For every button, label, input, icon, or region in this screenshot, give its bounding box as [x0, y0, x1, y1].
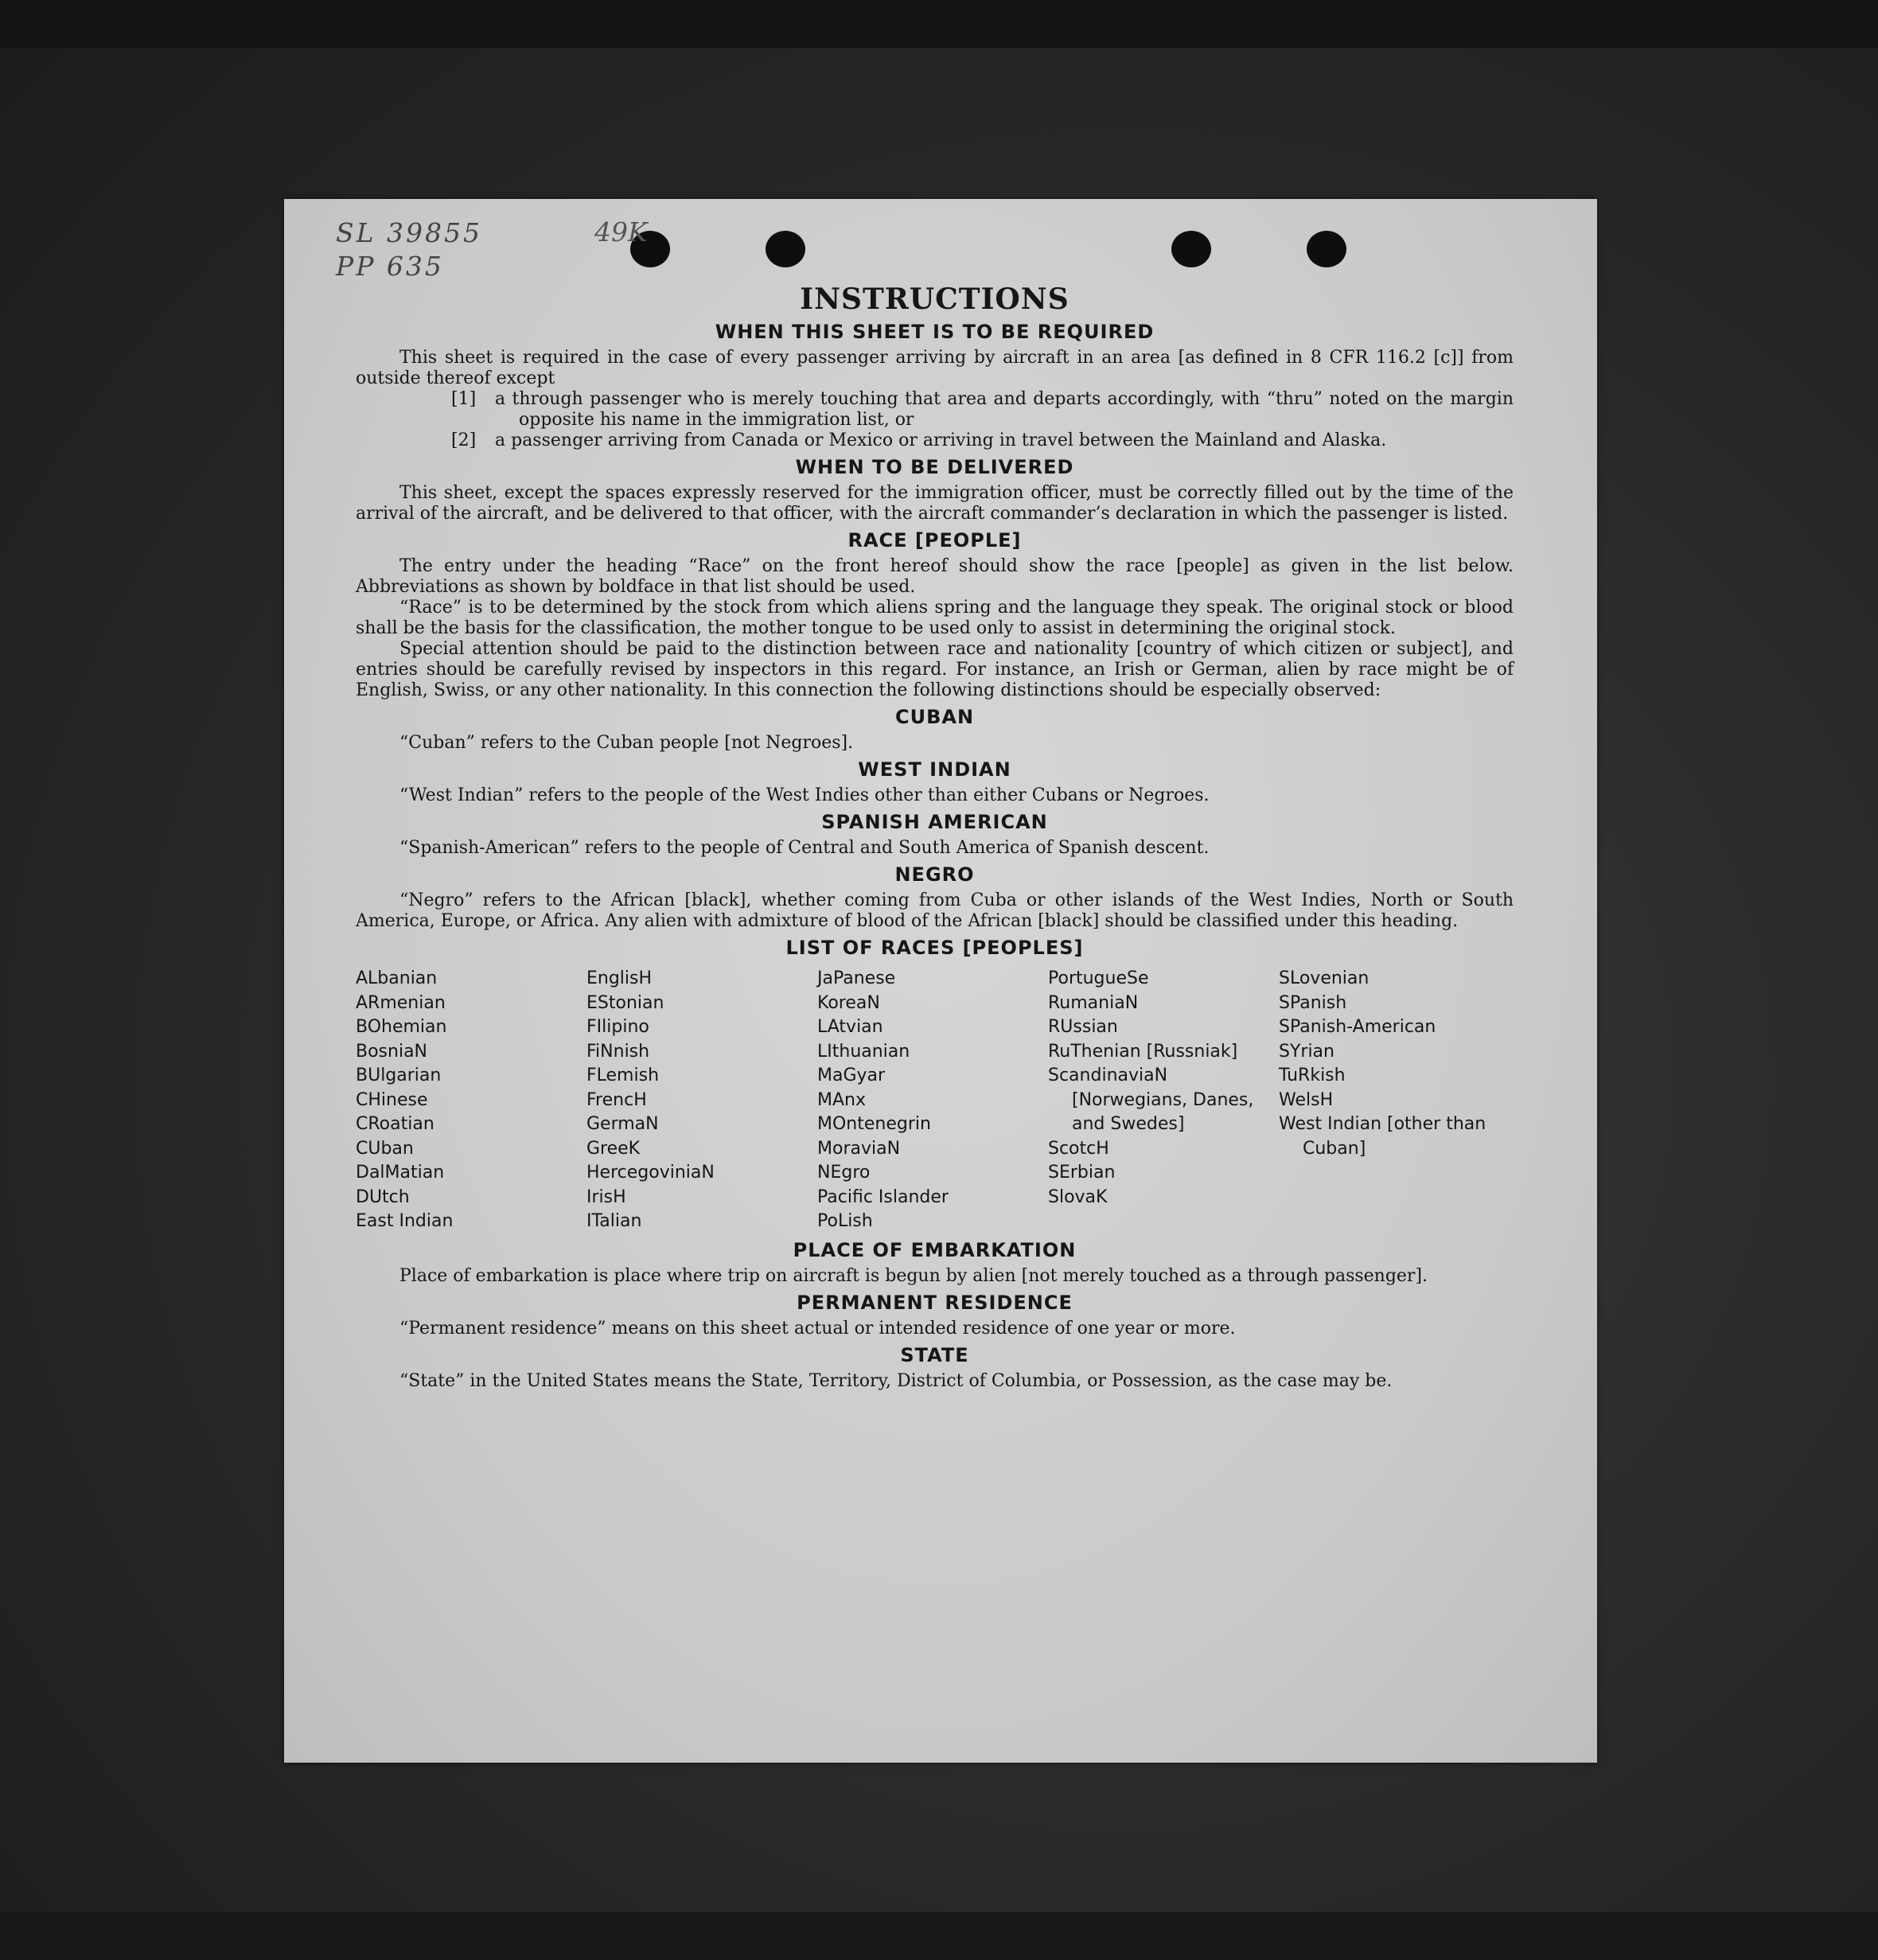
- race-list-item: WelsH: [1279, 1089, 1334, 1110]
- state-text: “State” in the United States means the State, Territory, District of Columbia, or Possession, as the case may be.: [399, 1370, 1393, 1391]
- section-heading-when-required: WHEN THIS SHEET IS TO BE REQUIRED: [715, 321, 1155, 343]
- race-list-item: MAnx: [817, 1089, 866, 1110]
- section-heading-west-indian: WEST INDIAN: [858, 758, 1011, 781]
- exception-number: [1]: [451, 389, 477, 409]
- race-list-item: West Indian [other than Cuban]: [1279, 1114, 1486, 1159]
- race-list-item: RUssian: [1048, 1017, 1118, 1037]
- race-list-item: BOhemian: [356, 1017, 447, 1037]
- section-heading-spanish-american: SPANISH AMERICAN: [821, 811, 1048, 833]
- exception-number: [2]: [451, 431, 477, 450]
- race-list-item: LAtvian: [817, 1017, 883, 1037]
- race-list-item: EStonian: [586, 992, 664, 1013]
- handwritten-line-2: PP 635: [336, 251, 444, 282]
- exception-item: [356, 431, 1514, 451]
- race-list-item: KoreaN: [817, 992, 880, 1013]
- race-list-item: LIthuanian: [817, 1041, 910, 1062]
- race-list-item: SLovenian: [1279, 968, 1370, 988]
- race-list-item: SPanish: [1279, 992, 1347, 1013]
- section-heading-race: RACE [PEOPLE]: [847, 529, 1022, 551]
- race-list-item: MaGyar: [817, 1066, 886, 1085]
- race-paragraph-3: Special attention should be paid to the distinction between race and nationality [country of which citizen or subject], and entries should be carefully revised by inspectors in this regard. For instance, an Irish or German, alien by race might be of English, Swiss, or any other nationality. In this connection the following distinctions should be especially observed:: [356, 639, 1514, 700]
- race-list-item: EnglisH: [586, 968, 653, 988]
- race-list-column: [817, 967, 1048, 1234]
- scan-border-top: [0, 0, 1878, 48]
- handwritten-note: 49K: [594, 216, 648, 247]
- cuban-text: “Cuban” refers to the Cuban people [not Negroes].: [399, 733, 854, 753]
- punch-hole: [1307, 231, 1346, 267]
- race-list-item: CUban: [356, 1138, 414, 1159]
- race-paragraph-2: “Race” is to be determined by the stock from which aliens spring and the language they speak. The original stock or blood shall be the basis for the classification, the mother tongue to be used only to assist in determining the original stock.: [356, 598, 1514, 638]
- race-list-item: ScotcH: [1048, 1138, 1109, 1159]
- race-list-item: BUlgarian: [356, 1066, 442, 1085]
- race-list-item: PortugueSe: [1048, 968, 1149, 988]
- race-paragraph-1: The entry under the heading “Race” on the front hereof should show the race [people] as given in the list below. Abbreviations as shown by boldface in that list should be used.: [356, 556, 1514, 597]
- race-list-item: NEgro: [817, 1163, 871, 1183]
- race-list-item: ScandinaviaN [Norwegians, Danes, and Swedes]: [1048, 1066, 1254, 1134]
- race-list-item: GermaN: [586, 1114, 659, 1134]
- race-list-item: IrisH: [586, 1187, 626, 1207]
- section-heading-permanent-residence: PERMANENT RESIDENCE: [797, 1291, 1073, 1314]
- race-list-item: ITalian: [586, 1211, 642, 1231]
- race-list-grid: [356, 967, 1514, 1234]
- punch-hole: [766, 231, 805, 267]
- race-list-item: MOntenegrin: [817, 1114, 931, 1134]
- west-indian-text: “West Indian” refers to the people of the West Indies other than either Cubans or Negroes.: [399, 785, 1210, 805]
- when-required-intro: This sheet is required in the case of every passenger arriving by aircraft in an area [as defined in 8 CFR 116.2 [c]] from outside thereof except: [356, 348, 1514, 388]
- race-list-item: GreeK: [586, 1138, 641, 1159]
- race-list-item: CHinese: [356, 1089, 428, 1110]
- section-heading-list-of-races: LIST OF RACES [PEOPLES]: [785, 937, 1084, 959]
- race-list-column: [1048, 967, 1279, 1234]
- race-list-item: MoraviaN: [817, 1138, 901, 1159]
- race-list-item: HercegoviniaN: [586, 1163, 715, 1183]
- race-list-item: FiNnish: [586, 1041, 650, 1062]
- race-list-item: SPanish-American: [1279, 1017, 1436, 1037]
- race-list-item: SErbian: [1048, 1163, 1116, 1183]
- race-list-item: SYrian: [1279, 1041, 1334, 1062]
- section-heading-when-delivered: WHEN TO BE DELIVERED: [795, 456, 1074, 478]
- document-sheet: [284, 199, 1597, 1763]
- race-list-item: DUtch: [356, 1187, 410, 1207]
- race-list-item: FIlipino: [586, 1017, 649, 1037]
- race-list-item: DalMatian: [356, 1163, 445, 1183]
- race-list-item: PoLish: [817, 1211, 873, 1231]
- exception-text: a passenger arriving from Canada or Mexico or arriving in travel between the Mainland and Alaska.: [495, 431, 1387, 450]
- spanish-american-text: “Spanish-American” refers to the people of Central and South America of Spanish descent.: [399, 838, 1210, 858]
- instructions-content: [356, 283, 1514, 1392]
- section-heading-embarkation: PLACE OF EMBARKATION: [793, 1238, 1077, 1261]
- race-list-item: SlovaK: [1048, 1187, 1108, 1207]
- exception-text: a through passenger who is merely touching that area and departs accordingly, with “thru” noted on the margin opposite his name in the immigration list, or: [495, 389, 1514, 430]
- page-title: INSTRUCTIONS: [800, 283, 1070, 316]
- section-heading-state: STATE: [900, 1343, 969, 1366]
- race-list-item: TuRkish: [1279, 1066, 1346, 1085]
- race-list-item: ARmenian: [356, 992, 446, 1013]
- race-list-item: FrencH: [586, 1089, 647, 1110]
- race-list-column: [1279, 967, 1514, 1234]
- race-list-column: [586, 967, 817, 1234]
- race-list-item: East Indian: [356, 1211, 454, 1231]
- exceptions-list: [356, 389, 1514, 451]
- race-list-item: CRoatian: [356, 1114, 434, 1134]
- race-list-item: RumaniaN: [1048, 992, 1139, 1013]
- race-list-item: RuThenian [Russniak]: [1048, 1041, 1238, 1062]
- race-list-item: ALbanian: [356, 968, 438, 988]
- race-list-item: Pacific Islander: [817, 1187, 949, 1207]
- handwritten-file-number: [336, 216, 482, 283]
- embarkation-text: Place of embarkation is place where trip on aircraft is begun by alien [not merely touched as a through passenger].: [399, 1265, 1428, 1286]
- section-heading-negro: NEGRO: [894, 863, 975, 886]
- scan-border-bottom: [0, 1912, 1878, 1960]
- permanent-residence-text: “Permanent residence” means on this sheet actual or intended residence of one year or more.: [399, 1318, 1236, 1338]
- race-list-column: [356, 967, 586, 1234]
- when-delivered-text: This sheet, except the spaces expressly reserved for the immigration officer, must be correctly filled out by the time of the arrival of the aircraft, and be delivered to that officer, with the aircraft commander’s declaration in which the passenger is listed.: [356, 483, 1514, 524]
- section-heading-cuban: CUBAN: [894, 706, 975, 728]
- exception-item: [356, 389, 1514, 431]
- race-list-item: FLemish: [586, 1066, 660, 1085]
- handwritten-line-1: SL 39855: [336, 217, 482, 248]
- race-list-item: BosniaN: [356, 1041, 428, 1062]
- punch-hole: [1171, 231, 1211, 267]
- race-list-item: JaPanese: [817, 968, 896, 988]
- negro-text: “Negro” refers to the African [black], whether coming from Cuba or other islands of the West Indies, North or South America, Europe, or Africa. Any alien with admixture of blood of the African [black] should be classified under this heading.: [356, 890, 1514, 931]
